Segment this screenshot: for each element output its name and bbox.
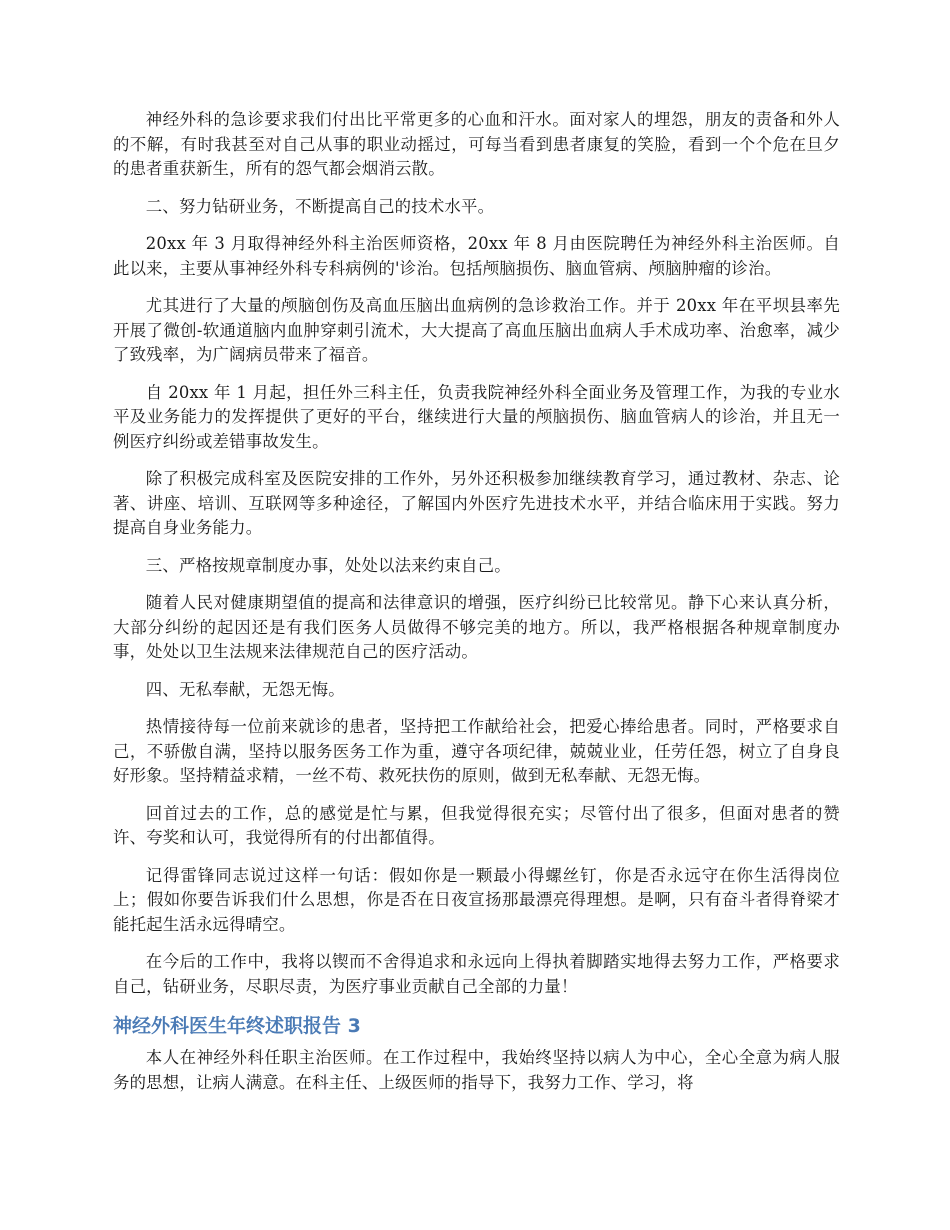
paragraph-continuing-education: 除了积极完成科室及医院安排的工作外，另外还积极参加继续教育学习，通过教材、杂志、论著、讲座、培训、互联网等多种途径，了解国内外医疗先进技术水平，并结合临床用于实践。努力提高自身业务能力。 <box>113 469 840 537</box>
paragraph-report-3-intro: 本人在神经外科任职主治医师。在工作过程中，我始终坚持以病人为中心，全心全意为病人服务的思想，让病人满意。在科主任、上级医师的指导下，我努力工作、学习，将 <box>113 1048 840 1092</box>
paragraph-emergency-work: 尤其进行了大量的颅脑创伤及高血压脑出血病例的急诊救治工作。并于 20xx 年在平坝县率先开展了微创-软通道脑内血肿穿刺引流术，大大提高了高血压脑出血病人手术成功率、治愈率，减少了致残率，为广阔病员带来了福音。 <box>113 296 840 364</box>
section-heading-four: 四、无私奉献，无怨无悔。 <box>145 679 345 699</box>
section-heading-three: 三、严格按规章制度办事，处处以法来约束自己。 <box>145 555 511 575</box>
paragraph-department-head: 自 20xx 年 1 月起，担任外三科主任，负责我院神经外科全面业务及管理工作，为我的专业水平及业务能力的发挥提供了更好的平台，继续进行大量的颅脑损伤、脑血管病人的诊治，并且无一例医疗纠纷或差错事故发生。 <box>113 382 840 451</box>
section-heading-two: 二、努力钻研业务，不断提高自己的技术水平。 <box>145 196 495 216</box>
paragraph-dedication: 热情接待每一位前来就诊的患者，坚持把工作献给社会，把爱心捧给患者。同时，严格要求自己，不骄傲自满，坚持以服务医务工作为重，遵守各项纪律，兢兢业业，任劳任怨，树立了自身良好形象。坚持精益求精，一丝不苟、救死扶伤的原则，做到无私奉献、无怨无悔。 <box>113 717 840 785</box>
paragraph-qualification: 20xx 年 3 月取得神经外科主治医师资格，20xx 年 8 月由医院聘任为神经外科主治医师。自此以来，主要从事神经外科专科病例的'诊治。包括颅脑损伤、脑血管病、颅脑肿瘤的诊治。 <box>113 234 840 278</box>
document-page <box>113 108 840 1108</box>
paragraph-reflection: 回首过去的工作，总的感觉是忙与累，但我觉得很充实；尽管付出了很多，但面对患者的赞许、夸奖和认可，我觉得所有的付出都值得。 <box>113 803 840 847</box>
paragraph-lei-feng-quote: 记得雷锋同志说过这样一句话：假如你是一颗最小得螺丝钉，你是否永远守在你生活得岗位上；假如你要告诉我们什么思想，你是否在日夜宣扬那最漂亮得理想。是啊，只有奋斗者得脊梁才能托起生活永远得晴空。 <box>113 865 840 934</box>
paragraph-future-work: 在今后的工作中，我将以锲而不舍得追求和永远向上得执着脚踏实地得去努力工作，严格要求自己，钻研业务，尽职尽责，为医疗事业贡献自己全部的力量！ <box>113 952 840 996</box>
report-title-heading: 神经外科医生年终述职报告 3 <box>113 1015 361 1037</box>
paragraph-regulations: 随着人民对健康期望值的提高和法律意识的增强，医疗纠纷已比较常见。静下心来认真分析，大部分纠纷的起因还是有我们医务人员做得不够完美的地方。所以，我严格根据各种规章制度办事，处处以卫生法规来法律规范自己的医疗活动。 <box>113 593 840 661</box>
paragraph-intro: 神经外科的急诊要求我们付出比平常更多的心血和汗水。面对家人的埋怨，朋友的责备和外人的不解，有时我甚至对自己从事的职业动摇过，可每当看到患者康复的笑脸，看到一个个危在旦夕的患者重获新生，所有的怨气都会烟消云散。 <box>113 110 840 178</box>
